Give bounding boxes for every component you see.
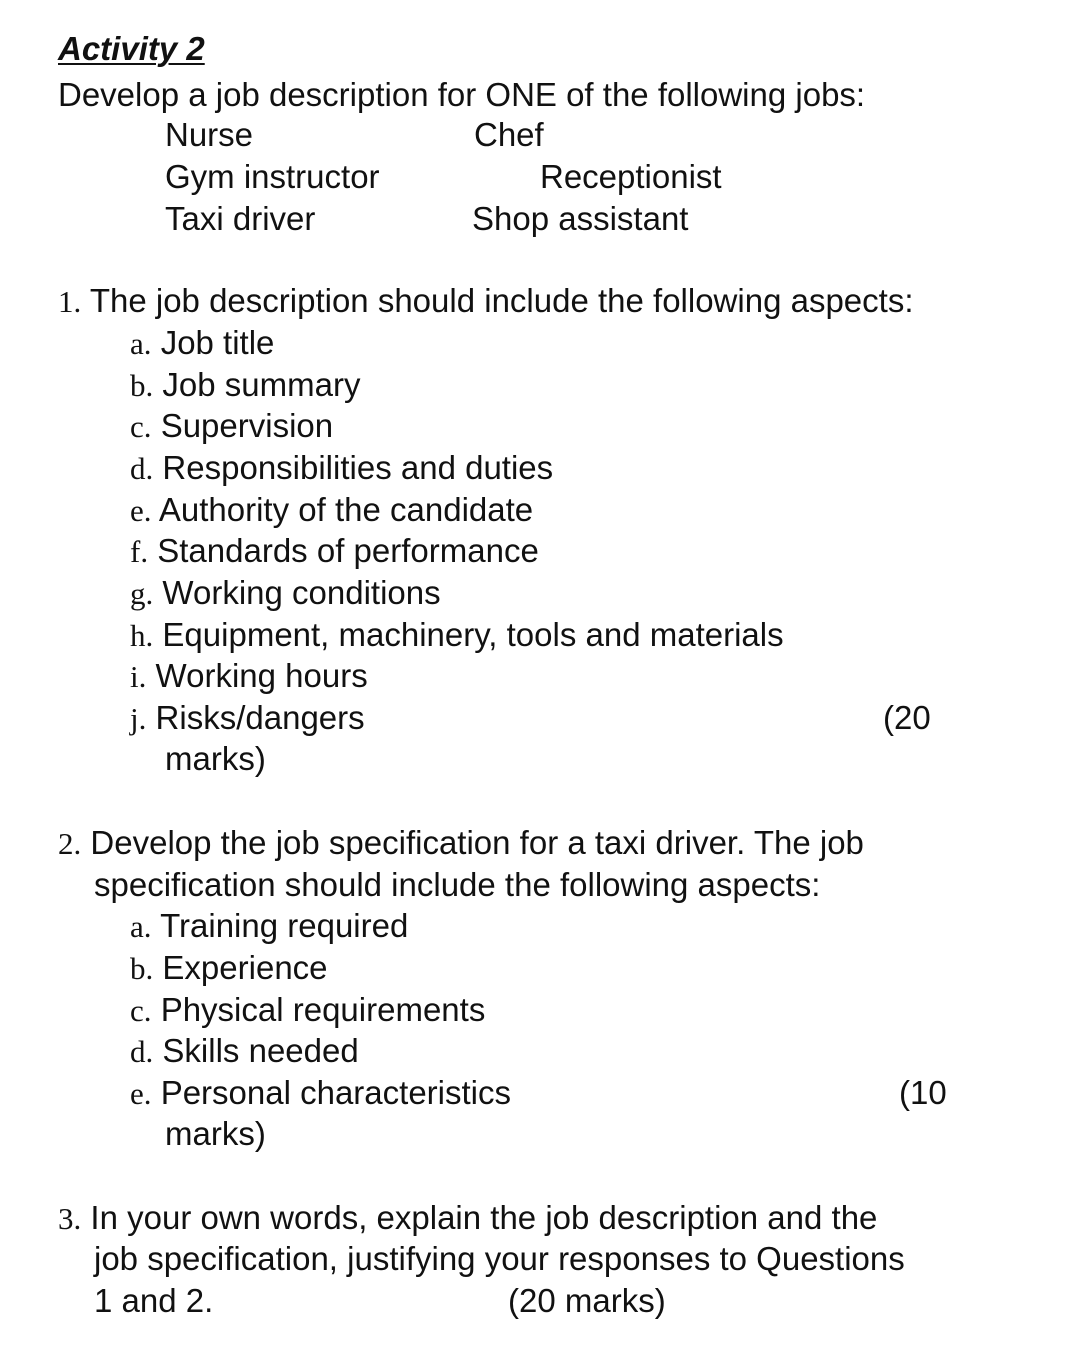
item-text: Physical requirements [160, 991, 486, 1028]
question-text: In your own words, explain the job description and the [90, 1199, 878, 1236]
job-option: Chef [474, 116, 544, 153]
list-item [130, 448, 553, 489]
item-letter: a. [130, 326, 152, 361]
list-item [130, 531, 539, 572]
item-text: Training required [160, 907, 409, 944]
list-item [130, 656, 368, 697]
item-text: Equipment, machinery, tools and materials [162, 616, 784, 653]
item-letter: b. [130, 368, 154, 403]
job-option: Taxi driver [165, 200, 316, 237]
item-text: Risks/dangers [155, 699, 365, 736]
marks-label: marks) [165, 1115, 266, 1152]
question-text: The job description should include the following aspects: [89, 282, 914, 319]
item-letter: e. [130, 1076, 152, 1111]
question-number: 1. [58, 284, 82, 319]
item-letter: e. [130, 493, 152, 528]
item-text: Skills needed [162, 1032, 359, 1069]
list-item [130, 906, 408, 947]
list-item [130, 990, 485, 1031]
list-item [130, 365, 360, 406]
item-letter: f. [130, 534, 149, 569]
list-item [130, 573, 441, 614]
activity-title: Activity 2 [58, 30, 205, 67]
job-option: Gym instructor [165, 158, 380, 195]
list-item [130, 323, 274, 364]
item-text: Authority of the candidate [158, 491, 534, 528]
item-text: Responsibilities and duties [162, 449, 554, 486]
item-text: Job summary [162, 366, 361, 403]
question-3-stem [58, 1198, 877, 1239]
item-text: Experience [162, 949, 328, 986]
item-text: Supervision [160, 407, 334, 444]
question-2-stem [58, 823, 864, 864]
question-text-continued: 1 and 2. [94, 1282, 214, 1319]
question-1-stem [58, 281, 914, 322]
question-number: 2. [58, 826, 82, 861]
item-letter: c. [130, 993, 152, 1028]
list-item [130, 1073, 511, 1114]
list-item [130, 490, 533, 531]
item-letter: d. [130, 451, 154, 486]
list-item [130, 698, 365, 739]
list-item [130, 1031, 359, 1072]
list-item [130, 615, 784, 656]
question-text: Develop the job specification for a taxi driver. The job [90, 824, 864, 861]
item-letter: g. [130, 576, 154, 611]
item-letter: d. [130, 1034, 154, 1069]
question-number: 3. [58, 1201, 82, 1236]
job-option: Receptionist [540, 158, 722, 195]
job-option: Shop assistant [472, 200, 689, 237]
marks-label: (10 [899, 1074, 947, 1111]
item-letter: h. [130, 618, 154, 653]
question-text-continued: job specification, justifying your responses to Questions [94, 1240, 905, 1277]
list-item [130, 948, 328, 989]
item-letter: i. [130, 659, 147, 694]
marks-label: (20 marks) [508, 1282, 666, 1319]
item-letter: c. [130, 409, 152, 444]
marks-label: marks) [165, 740, 266, 777]
item-text: Working hours [155, 657, 368, 694]
item-text: Personal characteristics [160, 1074, 511, 1111]
question-text-continued: specification should include the following aspects: [94, 866, 821, 903]
item-letter: j. [130, 701, 147, 736]
marks-label: (20 [883, 699, 931, 736]
list-item [130, 406, 333, 447]
item-letter: a. [130, 909, 152, 944]
activity-instruction: Develop a job description for ONE of the following jobs: [58, 76, 866, 113]
item-text: Working conditions [162, 574, 441, 611]
item-letter: b. [130, 951, 154, 986]
item-text: Standards of performance [157, 532, 539, 569]
item-text: Job title [160, 324, 275, 361]
job-option: Nurse [165, 116, 254, 153]
